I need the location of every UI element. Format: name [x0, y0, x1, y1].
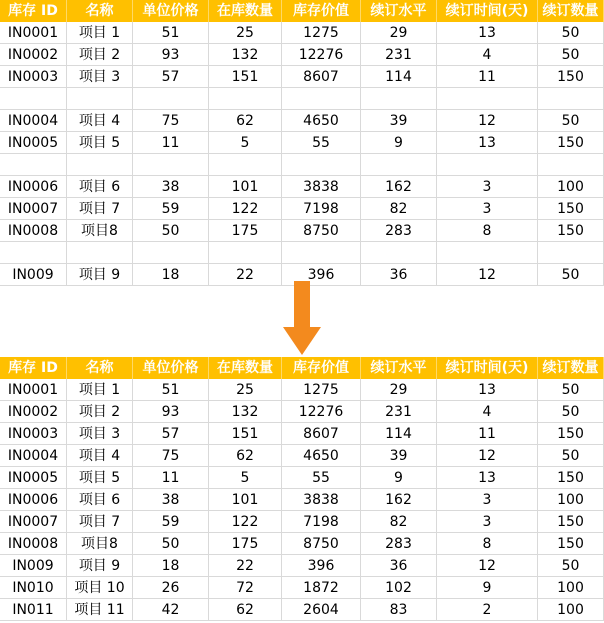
table-cell[interactable]: 57 — [133, 423, 209, 445]
table-cell[interactable]: 50 — [538, 44, 604, 66]
table-cell[interactable]: 151 — [209, 423, 282, 445]
down-arrow-icon — [283, 281, 321, 355]
column-header[interactable]: 单位价格 — [133, 0, 209, 22]
table-cell[interactable]: 2 — [437, 599, 538, 621]
table-cell[interactable]: 13 — [437, 379, 538, 401]
table-cell[interactable]: 8 — [437, 533, 538, 555]
table-cell[interactable]: 150 — [538, 533, 604, 555]
table-cell[interactable]: 3 — [437, 176, 538, 198]
table-cell[interactable]: 8750 — [282, 533, 361, 555]
table-cell[interactable]: 25 — [209, 22, 282, 44]
table-cell[interactable] — [282, 154, 361, 176]
column-header[interactable]: 名称 — [67, 0, 133, 22]
table-row — [0, 379, 604, 401]
table-cell[interactable]: 项目 7 — [67, 511, 133, 533]
table-cell[interactable] — [437, 88, 538, 110]
column-header[interactable]: 在库数量 — [209, 357, 282, 379]
table-cell[interactable]: 82 — [361, 198, 437, 220]
table-row — [0, 110, 604, 132]
table-cell[interactable]: 12 — [437, 445, 538, 467]
table-row — [0, 401, 604, 423]
table-cell[interactable]: 18 — [133, 264, 209, 286]
table-cell[interactable]: 82 — [361, 511, 437, 533]
table-cell[interactable]: 项目8 — [67, 220, 133, 242]
table-row — [0, 577, 604, 599]
table-cell[interactable]: 102 — [361, 577, 437, 599]
table-row — [0, 467, 604, 489]
table-row — [0, 132, 604, 154]
table-cell[interactable] — [133, 88, 209, 110]
table-cell[interactable]: 50 — [538, 401, 604, 423]
table-cell[interactable]: 50 — [538, 22, 604, 44]
table-cell[interactable]: 55 — [282, 467, 361, 489]
table-row — [0, 198, 604, 220]
table-row — [0, 44, 604, 66]
column-header[interactable]: 续订数量 — [538, 357, 604, 379]
table-cell[interactable]: 162 — [361, 176, 437, 198]
table-cell[interactable]: 150 — [538, 198, 604, 220]
table-row — [0, 22, 604, 44]
table-cell[interactable]: 101 — [209, 489, 282, 511]
table-cell[interactable]: 3838 — [282, 489, 361, 511]
table-cell[interactable]: 1275 — [282, 379, 361, 401]
table-cell[interactable]: 4 — [437, 44, 538, 66]
table-cell[interactable]: 29 — [361, 379, 437, 401]
table-cell[interactable]: 93 — [133, 401, 209, 423]
table-cell[interactable]: 3 — [437, 198, 538, 220]
table-cell[interactable]: 项目 2 — [67, 401, 133, 423]
table-cell[interactable]: 59 — [133, 511, 209, 533]
table-cell[interactable]: IN0007 — [0, 511, 67, 533]
table-cell[interactable]: 75 — [133, 445, 209, 467]
table-before — [0, 0, 604, 286]
table-cell[interactable]: 8750 — [282, 220, 361, 242]
table-cell[interactable]: 项目 9 — [67, 555, 133, 577]
table-cell[interactable]: 114 — [361, 423, 437, 445]
table-cell[interactable] — [437, 154, 538, 176]
table-cell[interactable] — [0, 154, 67, 176]
table-cell[interactable]: 396 — [282, 264, 361, 286]
table-cell[interactable] — [133, 242, 209, 264]
column-header[interactable]: 续订时间(天) — [437, 357, 538, 379]
table-cell[interactable] — [209, 154, 282, 176]
table-cell[interactable] — [538, 154, 604, 176]
table-cell[interactable]: 项目 3 — [67, 66, 133, 88]
table-cell[interactable]: 38 — [133, 489, 209, 511]
column-header[interactable]: 在库数量 — [209, 0, 282, 22]
table-cell[interactable]: 项目 6 — [67, 176, 133, 198]
table-cell[interactable] — [538, 242, 604, 264]
table-cell[interactable]: 175 — [209, 220, 282, 242]
table-cell[interactable]: 62 — [209, 445, 282, 467]
table-cell[interactable]: IN0008 — [0, 533, 67, 555]
table-cell[interactable]: 150 — [538, 511, 604, 533]
table-cell[interactable]: 13 — [437, 467, 538, 489]
table-cell[interactable]: 150 — [538, 66, 604, 88]
table-row — [0, 154, 604, 176]
table-cell[interactable]: 50 — [538, 555, 604, 577]
table-cell[interactable]: 2604 — [282, 599, 361, 621]
table-cell[interactable]: 26 — [133, 577, 209, 599]
header-row — [0, 357, 604, 379]
table-cell[interactable]: 22 — [209, 555, 282, 577]
table-cell[interactable] — [67, 88, 133, 110]
table-cell[interactable]: 项目 10 — [67, 577, 133, 599]
table-cell[interactable]: 62 — [209, 110, 282, 132]
table-cell[interactable]: 162 — [361, 489, 437, 511]
table-row — [0, 66, 604, 88]
table-cell[interactable]: 283 — [361, 533, 437, 555]
table-cell[interactable]: 项目 4 — [67, 445, 133, 467]
table-cell[interactable] — [0, 88, 67, 110]
header-row — [0, 0, 604, 22]
table-cell[interactable]: IN0002 — [0, 401, 67, 423]
table-row — [0, 88, 604, 110]
table-cell[interactable]: IN009 — [0, 555, 67, 577]
column-header[interactable]: 库存 ID — [0, 357, 67, 379]
table-cell[interactable]: 114 — [361, 66, 437, 88]
table-cell[interactable]: 12276 — [282, 44, 361, 66]
table-row — [0, 445, 604, 467]
table-cell[interactable]: 55 — [282, 132, 361, 154]
table-row — [0, 242, 604, 264]
table-cell[interactable]: 50 — [538, 445, 604, 467]
table-cell[interactable]: 9 — [361, 132, 437, 154]
table-cell[interactable]: 150 — [538, 132, 604, 154]
table-cell[interactable] — [282, 242, 361, 264]
table-cell[interactable]: 50 — [538, 379, 604, 401]
table-cell[interactable]: 项目 4 — [67, 110, 133, 132]
table-cell[interactable]: IN0005 — [0, 467, 67, 489]
column-header[interactable]: 续订数量 — [538, 0, 604, 22]
table-cell[interactable]: 8607 — [282, 66, 361, 88]
table-cell[interactable]: 12 — [437, 110, 538, 132]
table-cell[interactable]: 13 — [437, 132, 538, 154]
table-cell[interactable]: 11 — [437, 423, 538, 445]
table-cell[interactable]: 项目 6 — [67, 489, 133, 511]
table-cell[interactable]: 5 — [209, 467, 282, 489]
table-cell[interactable]: 项目 11 — [67, 599, 133, 621]
table-cell[interactable]: 132 — [209, 401, 282, 423]
table-cell[interactable]: 93 — [133, 44, 209, 66]
table-cell[interactable]: 50 — [538, 110, 604, 132]
table-cell[interactable] — [0, 242, 67, 264]
table-cell[interactable]: 12276 — [282, 401, 361, 423]
table-cell[interactable]: 72 — [209, 577, 282, 599]
table-row — [0, 555, 604, 577]
table-cell[interactable]: 9 — [437, 577, 538, 599]
table-cell[interactable]: 50 — [133, 220, 209, 242]
table-cell[interactable]: 51 — [133, 22, 209, 44]
table-cell[interactable] — [282, 88, 361, 110]
table-cell[interactable]: IN009 — [0, 264, 67, 286]
table-row — [0, 220, 604, 242]
table-cell[interactable] — [437, 242, 538, 264]
table-cell[interactable]: IN0007 — [0, 198, 67, 220]
table-row — [0, 176, 604, 198]
table-cell[interactable]: 151 — [209, 66, 282, 88]
table-cell[interactable]: 231 — [361, 44, 437, 66]
table-cell[interactable]: 231 — [361, 401, 437, 423]
table-cell[interactable]: 4650 — [282, 445, 361, 467]
table-cell[interactable] — [361, 154, 437, 176]
table-cell[interactable] — [361, 242, 437, 264]
table-cell[interactable]: IN011 — [0, 599, 67, 621]
table-cell[interactable]: 11 — [133, 467, 209, 489]
table-cell[interactable]: IN0006 — [0, 176, 67, 198]
table-cell[interactable]: 50 — [538, 264, 604, 286]
table-cell[interactable]: 项目 1 — [67, 22, 133, 44]
table-cell[interactable]: IN0003 — [0, 66, 67, 88]
table-cell[interactable]: 36 — [361, 264, 437, 286]
table-cell[interactable]: 50 — [133, 533, 209, 555]
column-header[interactable]: 库存 ID — [0, 0, 67, 22]
table-cell[interactable]: 1275 — [282, 22, 361, 44]
table-cell[interactable]: 项目 1 — [67, 379, 133, 401]
table-cell[interactable]: 150 — [538, 467, 604, 489]
table-cell[interactable]: 83 — [361, 599, 437, 621]
table-cell[interactable] — [133, 154, 209, 176]
table-cell[interactable]: 22 — [209, 264, 282, 286]
table-cell[interactable]: 100 — [538, 489, 604, 511]
table-cell[interactable]: 59 — [133, 198, 209, 220]
table-cell[interactable]: 11 — [133, 132, 209, 154]
table-cell[interactable]: 132 — [209, 44, 282, 66]
table-cell[interactable]: IN0001 — [0, 22, 67, 44]
table-cell[interactable]: 项目 9 — [67, 264, 133, 286]
table-cell[interactable]: IN0003 — [0, 423, 67, 445]
table-cell[interactable]: 18 — [133, 555, 209, 577]
table-cell[interactable]: 25 — [209, 379, 282, 401]
table-cell[interactable]: 100 — [538, 577, 604, 599]
column-header[interactable]: 续订水平 — [361, 357, 437, 379]
table-cell[interactable]: 项目 2 — [67, 44, 133, 66]
table-cell[interactable] — [361, 88, 437, 110]
table-cell[interactable]: 39 — [361, 445, 437, 467]
table-cell[interactable]: 5 — [209, 132, 282, 154]
table-cell[interactable]: 150 — [538, 423, 604, 445]
table-cell[interactable]: 122 — [209, 198, 282, 220]
table-cell[interactable]: 36 — [361, 555, 437, 577]
table-row — [0, 533, 604, 555]
table-cell[interactable]: 122 — [209, 511, 282, 533]
table-cell[interactable]: IN0006 — [0, 489, 67, 511]
table-cell[interactable]: 12 — [437, 264, 538, 286]
table-cell[interactable]: 175 — [209, 533, 282, 555]
column-header[interactable]: 单位价格 — [133, 357, 209, 379]
table-cell[interactable]: 100 — [538, 176, 604, 198]
table-row — [0, 511, 604, 533]
table-cell[interactable]: 4 — [437, 401, 538, 423]
table-cell[interactable] — [67, 154, 133, 176]
table-cell[interactable]: IN0002 — [0, 44, 67, 66]
column-header[interactable]: 续订水平 — [361, 0, 437, 22]
table-row — [0, 599, 604, 621]
table-cell[interactable]: 1872 — [282, 577, 361, 599]
table-cell[interactable] — [209, 88, 282, 110]
column-header[interactable]: 库存价值 — [282, 357, 361, 379]
table-cell[interactable]: 13 — [437, 22, 538, 44]
table-cell[interactable]: 3838 — [282, 176, 361, 198]
table-cell[interactable]: 62 — [209, 599, 282, 621]
table-cell[interactable]: 39 — [361, 110, 437, 132]
table-cell[interactable]: 项目8 — [67, 533, 133, 555]
table-cell[interactable]: 3 — [437, 489, 538, 511]
table-cell[interactable]: 101 — [209, 176, 282, 198]
table-cell[interactable]: 8 — [437, 220, 538, 242]
table-cell[interactable]: 项目 3 — [67, 423, 133, 445]
table-cell[interactable]: 51 — [133, 379, 209, 401]
column-header[interactable]: 库存价值 — [282, 0, 361, 22]
table-cell[interactable]: IN0008 — [0, 220, 67, 242]
column-header[interactable]: 续订时间(天) — [437, 0, 538, 22]
table-cell[interactable]: 283 — [361, 220, 437, 242]
table-cell[interactable] — [67, 242, 133, 264]
table-cell[interactable]: 项目 7 — [67, 198, 133, 220]
table-cell[interactable]: 3 — [437, 511, 538, 533]
table-cell[interactable]: 100 — [538, 599, 604, 621]
table-cell[interactable]: 12 — [437, 555, 538, 577]
table-row — [0, 423, 604, 445]
table-cell[interactable]: 4650 — [282, 110, 361, 132]
table-cell[interactable]: 8607 — [282, 423, 361, 445]
table-cell[interactable]: 42 — [133, 599, 209, 621]
table-cell[interactable] — [538, 88, 604, 110]
table-cell[interactable]: IN0001 — [0, 379, 67, 401]
table-after — [0, 357, 604, 621]
table-cell[interactable]: 29 — [361, 22, 437, 44]
table-cell[interactable]: 项目 5 — [67, 132, 133, 154]
table-cell[interactable]: 75 — [133, 110, 209, 132]
arrow-shape — [283, 281, 321, 355]
table-cell[interactable]: IN0004 — [0, 445, 67, 467]
table-cell[interactable]: 396 — [282, 555, 361, 577]
table-cell[interactable]: 38 — [133, 176, 209, 198]
table-cell[interactable]: 7198 — [282, 198, 361, 220]
table-cell[interactable]: 项目 5 — [67, 467, 133, 489]
table-cell[interactable]: IN010 — [0, 577, 67, 599]
table-cell[interactable]: 11 — [437, 66, 538, 88]
table-cell[interactable]: IN0005 — [0, 132, 67, 154]
column-header[interactable]: 名称 — [67, 357, 133, 379]
table-row — [0, 489, 604, 511]
table-cell[interactable] — [209, 242, 282, 264]
table-cell[interactable]: 150 — [538, 220, 604, 242]
table-cell[interactable]: 7198 — [282, 511, 361, 533]
table-cell[interactable]: 9 — [361, 467, 437, 489]
table-cell[interactable]: IN0004 — [0, 110, 67, 132]
table-cell[interactable]: 57 — [133, 66, 209, 88]
